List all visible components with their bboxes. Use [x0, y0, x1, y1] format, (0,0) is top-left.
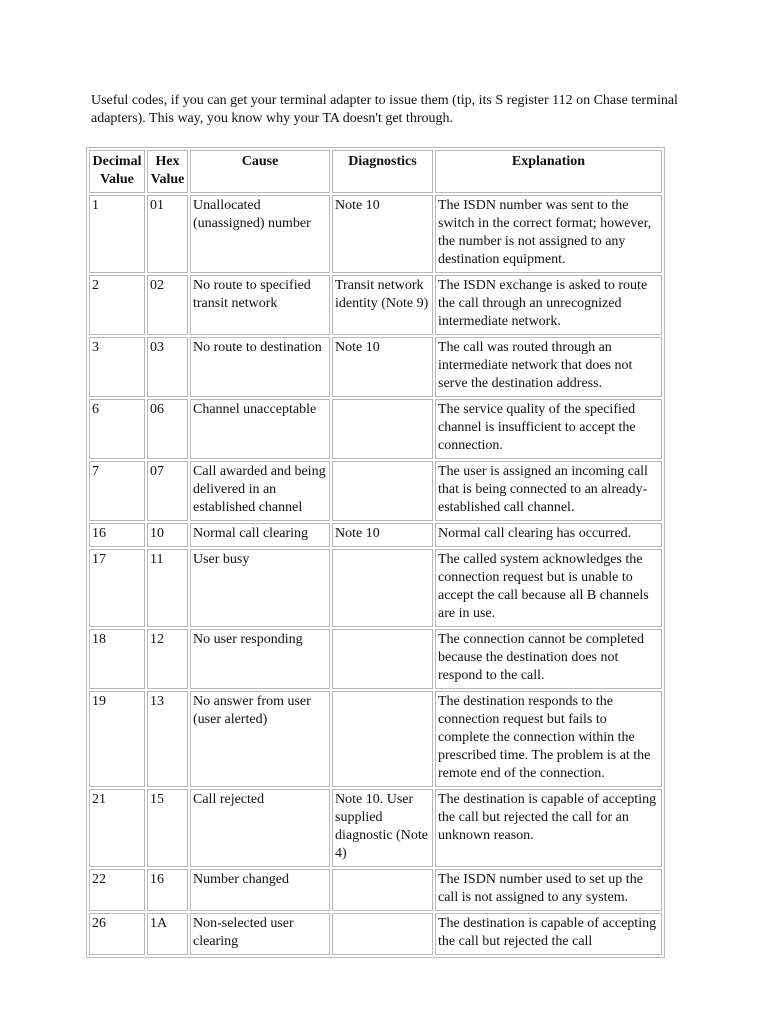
cell-explanation: The called system acknowledges the connection request but is unable to accept the call because all B channels are in use. [435, 549, 662, 627]
cell-diagnostics [332, 461, 433, 521]
cell-cause: Number changed [190, 869, 330, 911]
cell-diagnostics: Transit network identity (Note 9) [332, 275, 433, 335]
cell-explanation: The ISDN number used to set up the call is not assigned to any system. [435, 869, 662, 911]
cell-cause: No route to destination [190, 337, 330, 397]
table-row [89, 399, 662, 459]
cell-cause: No user responding [190, 629, 330, 689]
cell-cause: Non-selected user clearing [190, 913, 330, 955]
cell-decimal: 3 [89, 337, 145, 397]
cell-diagnostics [332, 629, 433, 689]
cell-explanation: Normal call clearing has occurred. [435, 523, 662, 547]
table-row [89, 523, 662, 547]
cell-explanation: The call was routed through an intermediate network that does not serve the destination address. [435, 337, 662, 397]
cell-explanation: The service quality of the specified channel is insufficient to accept the connection. [435, 399, 662, 459]
table-row [89, 275, 662, 335]
isdn-cause-codes-table [86, 147, 665, 958]
table-row [89, 869, 662, 911]
cell-decimal: 22 [89, 869, 145, 911]
cell-hex: 03 [147, 337, 188, 397]
cell-hex: 13 [147, 691, 188, 787]
cell-diagnostics: Note 10 [332, 523, 433, 547]
cell-diagnostics: Note 10 [332, 337, 433, 397]
cell-decimal: 16 [89, 523, 145, 547]
cell-diagnostics [332, 399, 433, 459]
cell-cause: No answer from user (user alerted) [190, 691, 330, 787]
table-row [89, 195, 662, 273]
cell-hex: 02 [147, 275, 188, 335]
cell-cause: User busy [190, 549, 330, 627]
cell-explanation: The user is assigned an incoming call that is being connected to an already-established call channel. [435, 461, 662, 521]
table-row [89, 691, 662, 787]
cell-hex: 16 [147, 869, 188, 911]
header-hex-value: Hex Value [147, 150, 188, 193]
cell-decimal: 21 [89, 789, 145, 867]
cell-explanation: The destination is capable of accepting the call but rejected the call [435, 913, 662, 955]
cell-decimal: 1 [89, 195, 145, 273]
table-row [89, 461, 662, 521]
cell-decimal: 18 [89, 629, 145, 689]
header-decimal-value: Decimal Value [89, 150, 145, 193]
cell-hex: 10 [147, 523, 188, 547]
cell-decimal: 7 [89, 461, 145, 521]
header-explanation: Explanation [435, 150, 662, 193]
cell-diagnostics: Note 10. User supplied diagnostic (Note 4) [332, 789, 433, 867]
cell-hex: 15 [147, 789, 188, 867]
cell-explanation: The destination is capable of accepting the call but rejected the call for an unknown reason. [435, 789, 662, 867]
cell-cause: Unallocated (unassigned) number [190, 195, 330, 273]
cell-diagnostics [332, 869, 433, 911]
cell-hex: 06 [147, 399, 188, 459]
table-row [89, 913, 662, 955]
cell-decimal: 2 [89, 275, 145, 335]
header-diagnostics: Diagnostics [332, 150, 433, 193]
cell-decimal: 6 [89, 399, 145, 459]
cell-diagnostics: Note 10 [332, 195, 433, 273]
cell-decimal: 17 [89, 549, 145, 627]
cell-cause: Channel unacceptable [190, 399, 330, 459]
table-row [89, 629, 662, 689]
cell-cause: Call rejected [190, 789, 330, 867]
cell-explanation: The ISDN number was sent to the switch in the correct format; however, the number is not assigned to any destination equipment. [435, 195, 662, 273]
table-row [89, 549, 662, 627]
cell-hex: 12 [147, 629, 188, 689]
cell-hex: 11 [147, 549, 188, 627]
cell-diagnostics [332, 691, 433, 787]
cell-diagnostics [332, 913, 433, 955]
cell-explanation: The destination responds to the connection request but fails to complete the connection within the prescribed time. The problem is at the remote end of the connection. [435, 691, 662, 787]
cell-decimal: 26 [89, 913, 145, 955]
cell-hex: 07 [147, 461, 188, 521]
cell-diagnostics [332, 549, 433, 627]
table-row [89, 337, 662, 397]
cell-cause: Normal call clearing [190, 523, 330, 547]
cell-cause: No route to specified transit network [190, 275, 330, 335]
table-header-row [89, 150, 662, 193]
header-cause: Cause [190, 150, 330, 193]
cell-decimal: 19 [89, 691, 145, 787]
cell-explanation: The ISDN exchange is asked to route the call through an unrecognized intermediate network. [435, 275, 662, 335]
cell-cause: Call awarded and being delivered in an established channel [190, 461, 330, 521]
table-row [89, 789, 662, 867]
cell-hex: 01 [147, 195, 188, 273]
cell-explanation: The connection cannot be completed because the destination does not respond to the call. [435, 629, 662, 689]
cell-hex: 1A [147, 913, 188, 955]
intro-paragraph: Useful codes, if you can get your terminal adapter to issue them (tip, its S register 112 on Chase terminal adapters). This way, you know why your TA doesn't get through. [91, 93, 678, 126]
